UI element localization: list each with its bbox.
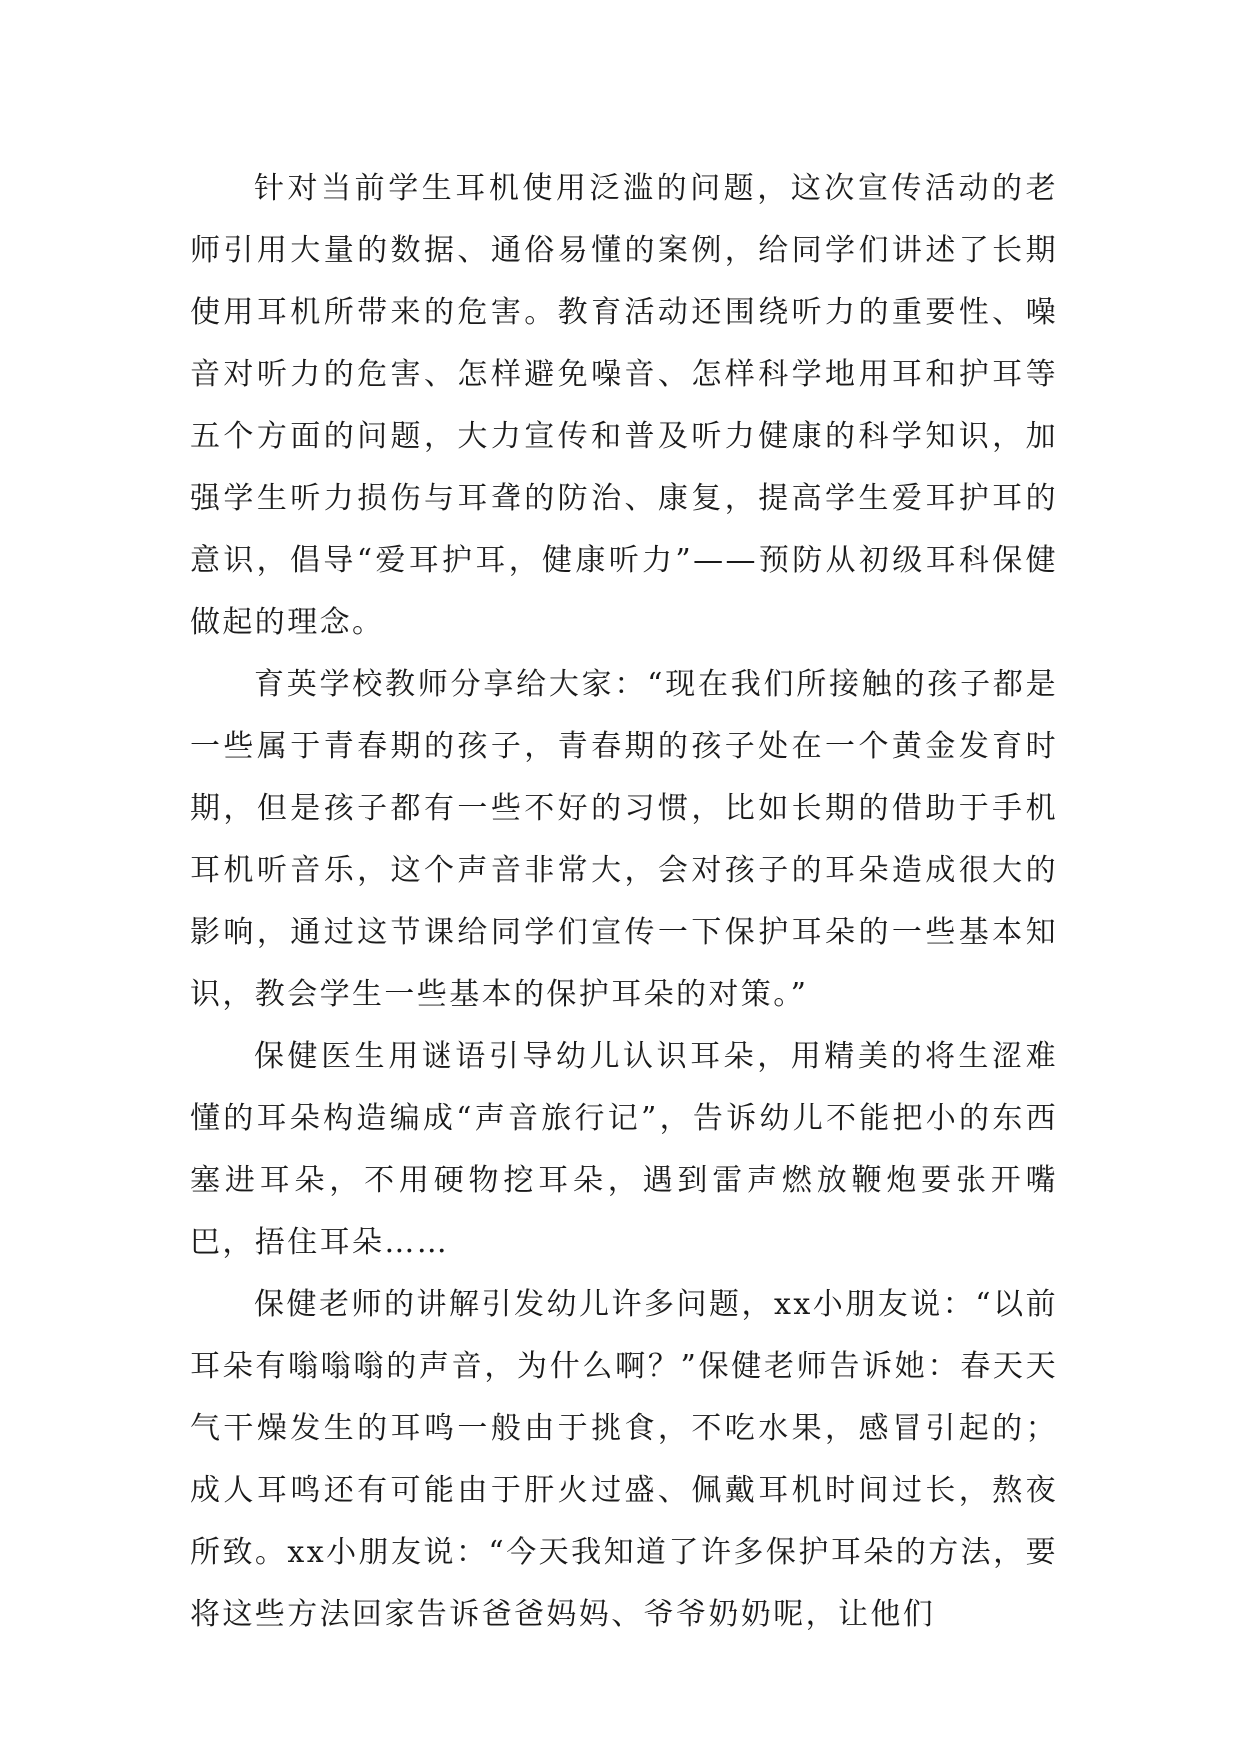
paragraph-1: 针对当前学生耳机使用泛滥的问题，这次宣传活动的老师引用大量的数据、通俗易懂的案例，给同学们讲述了长期使用耳机所带来的危害。教育活动还围绕听力的重要性、噪音对听力的危害、怎样避免噪音、怎样科学地用耳和护耳等五个方面的问题，大力宣传和普及听力健康的科学知识，加强学生听力损伤与耳聋的防治、康复，提高学生爱耳护耳的意识，倡导“爱耳护耳，健康听力”——预防从初级耳科保健做起的理念。 [190, 171, 1058, 640]
paragraph-3: 保健医生用谜语引导幼儿认识耳朵，用精美的将生涩难懂的耳朵构造编成“声音旅行记”，告诉幼儿不能把小的东西塞进耳朵，不用硬物挖耳朵，遇到雷声燃放鞭炮要张开嘴巴，捂住耳朵…… [190, 1039, 1058, 1260]
document-body [190, 158, 1058, 1646]
paragraph-4: 保健老师的讲解引发幼儿许多问题，xx小朋友说：“以前耳朵有嗡嗡嗡的声音，为什么啊？”保健老师告诉她：春天天气干燥发生的耳鸣一般由于挑食，不吃水果，感冒引起的；成人耳鸣还有可能由于肝火过盛、佩戴耳机时间过长，熬夜所致。xx小朋友说：“今天我知道了许多保护耳朵的方法，要将这些方法回家告诉爸爸妈妈、爷爷奶奶呢，让他们 [190, 1287, 1058, 1632]
paragraph-2: 育英学校教师分享给大家：“现在我们所接触的孩子都是一些属于青春期的孩子，青春期的孩子处在一个黄金发育时期，但是孩子都有一些不好的习惯，比如长期的借助于手机耳机听音乐，这个声音非常大，会对孩子的耳朵造成很大的影响，通过这节课给同学们宣传一下保护耳朵的一些基本知识，教会学生一些基本的保护耳朵的对策。” [190, 667, 1058, 1012]
